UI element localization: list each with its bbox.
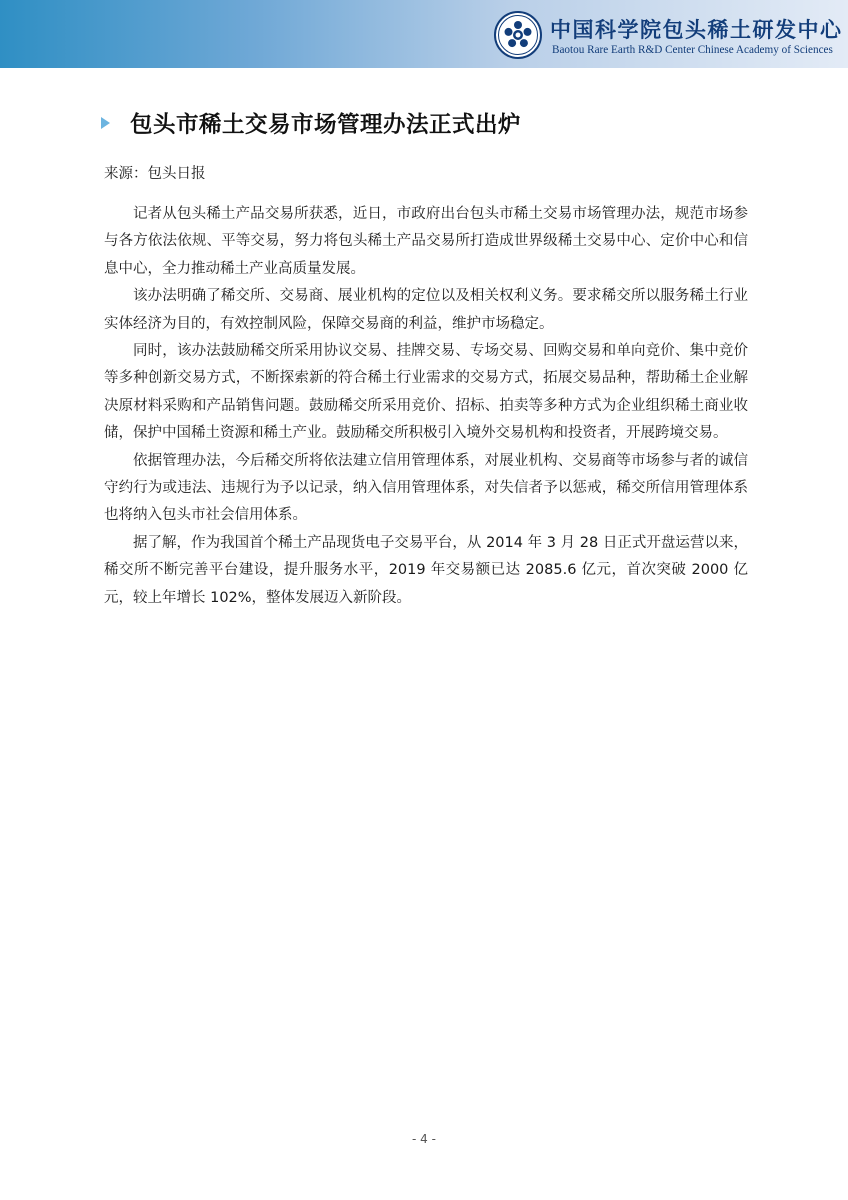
article-source: 来源：包头日报 (104, 166, 206, 182)
page-number: - 4 - (412, 1132, 436, 1146)
article-paragraph: 该办法明确了稀交所、交易商、展业机构的定位以及相关权利义务。要求稀交所以服务稀土行业实体经济为目的，有效控制风险，保障交易商的利益，维护市场稳定。 (104, 288, 748, 332)
triangle-bullet-icon (101, 117, 110, 129)
article-paragraph: 同时，该办法鼓励稀交所采用协议交易、挂牌交易、专场交易、回购交易和单向竞价、集中竞价等多种创新交易方式，不断探索新的符合稀土行业需求的交易方式，拓展交易品种，帮助稀土企业解决原材料采购和产品销售问题。鼓励稀交所采用竞价、招标、拍卖等多种方式为企业组织稀土商业收储，保护中国稀土资源和稀土产业。鼓励稀交所积极引入境外交易机构和投资者，开展跨境交易。 (104, 343, 748, 442)
article-title-row (101, 106, 521, 140)
article-title: 包头市稀土交易市场管理办法正式出炉 (130, 112, 522, 138)
article-body (104, 201, 748, 612)
cas-emblem-icon (494, 11, 542, 59)
article-paragraph: 据了解，作为我国首个稀土产品现货电子交易平台，从 2014 年 3 月 28 日正式开盘运营以来，稀交所不断完善平台建设，提升服务水平，2019 年交易额已达 2085.6 亿元，首次突破 2000 亿元，较上年增长 102%，整体发展迈入新阶段。 (104, 534, 748, 606)
header-band (0, 0, 848, 68)
article-paragraph: 依据管理办法，今后稀交所将依法建立信用管理体系，对展业机构、交易商等市场参与者的诚信守约行为或违法、违规行为予以记录，纳入信用管理体系，对失信者予以惩戒，稀交所信用管理体系也将纳入包头市社会信用体系。 (104, 452, 748, 524)
article-paragraph: 记者从包头稀土产品交易所获悉，近日，市政府出台包头市稀土交易市场管理办法，规范市场参与各方依法依规、平等交易，努力将包头稀土产品交易所打造成世界级稀土交易中心、定价中心和信息中心，全力推动稀土产业高质量发展。 (104, 206, 748, 277)
org-name-cn: 中国科学院包头稀土研发中心 (550, 17, 843, 42)
org-name-en: Baotou Rare Earth R&D Center Chinese Academy of Sciences (552, 44, 833, 56)
